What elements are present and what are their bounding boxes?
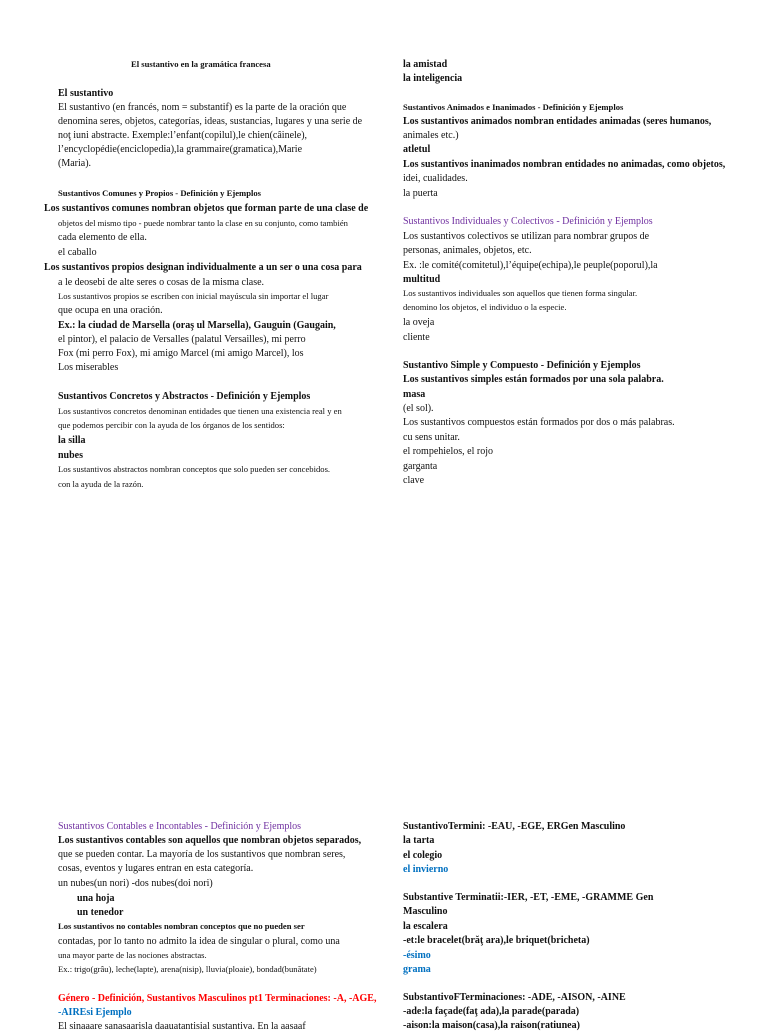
left-top-text-line: Los sustantivos propios se escriben con inicial mayúscula sin importar el lugar xyxy=(58,291,329,301)
left-bottom-text-line: -AIREsi Ejemplo xyxy=(58,1007,132,1018)
left-top-text-line: cada elemento de ella. xyxy=(58,232,147,243)
left-top-text-line: Fox (mi perro Fox), mi amigo Marcel (mi amigo Marcel), los xyxy=(58,348,304,359)
right-bottom-text-line: la tarta xyxy=(403,835,435,846)
right-top-text-line: Los sustantivos animados nombran entidades animadas (seres humanos, xyxy=(403,116,712,127)
left-top-text-line: la silla xyxy=(58,435,86,446)
right-top-text-line: idei, cualidades. xyxy=(403,173,468,184)
right-top-text-line: denomino los objetos, el individuo o la especie. xyxy=(403,302,567,312)
right-bottom-text-line: el colegio xyxy=(403,850,443,861)
left-top-text-line: El sustantivo xyxy=(58,88,114,99)
right-bottom-text-line: grama xyxy=(403,964,431,975)
left-top-text-line: denomina seres, objetos, categorías, ideas, sustancias, lugares y una serie de xyxy=(58,116,363,127)
left-top-text-line: (Maria). xyxy=(58,158,92,169)
right-bottom-text-line: SustantivoTermini: -EAU, -EGE, ERGen Masculino xyxy=(403,821,626,832)
left-top-text-line: El sustantivo en la gramática francesa xyxy=(131,59,271,69)
left-top-text-line: que podemos percibir con la ayuda de los órganos de los sentidos: xyxy=(58,420,285,430)
left-bottom-text-line: un tenedor xyxy=(77,907,124,918)
right-top-text-line: clave xyxy=(403,475,425,486)
right-top-text-line: cliente xyxy=(403,332,430,343)
right-top-text-line: Sustantivo Simple y Compuesto - Definición y Ejemplos xyxy=(403,360,641,371)
right-top-text-line: garganta xyxy=(403,461,438,472)
left-bottom-text-line: El sinaaare sanasaarisla daauatantisial sustantiva. En la aasaaf xyxy=(58,1021,306,1032)
left-top-text-line: noţ iuni abstracte. Exemple:l’enfant(copilul),le chien(câinele), xyxy=(58,130,308,141)
left-bottom-text-line: Los sustantivos contables son aquellos que nombran objetos separados, xyxy=(58,835,362,846)
left-top-text-line: Los sustantivos propios designan individualmente a un ser o una cosa para xyxy=(44,262,362,273)
right-bottom-text-line: -ésimo xyxy=(403,950,431,961)
right-top-text-line: Sustantivos Individuales y Colectivos - Definición y Ejemplos xyxy=(403,216,653,227)
left-bottom-text-line: cosas, eventos y lugares entran en esta categoría. xyxy=(58,863,254,874)
right-top-text-line: la inteligencia xyxy=(403,73,463,84)
left-bottom-text-line: un nubes(un nori) -dos nubes(doi nori) xyxy=(58,878,213,889)
right-bottom-text-line: -aison:la maison(casa),la raison(ratiunea) xyxy=(403,1020,580,1031)
left-top-text-line: Los sustantivos abstractos nombran conceptos que solo pueden ser concebidos. xyxy=(58,464,331,474)
right-top-text-line: masa xyxy=(403,389,426,400)
right-top-text-line: (el sol). xyxy=(403,403,434,414)
right-bottom-text-line: la escalera xyxy=(403,921,448,932)
left-bottom-text-line: Sustantivos Contables e Incontables - Definición y Ejemplos xyxy=(58,821,302,832)
left-bottom-text-line: contadas, por lo tanto no admito la idea de singular o plural, como una xyxy=(58,936,340,947)
left-top-text-line: con la ayuda de la razón. xyxy=(58,479,144,489)
right-top-text-line: Los sustantivos inanimados nombran entidades no animadas, como objetos, xyxy=(403,159,726,170)
right-bottom-text-line: Substantive Terminatii:-IER, -ET, -EME, -GRAMME Gen xyxy=(403,892,654,903)
left-bottom-text-line: Ex.: trigo(grâu), leche(lapte), arena(nisip), lluvia(ploaie), bondad(bunătate) xyxy=(58,964,317,974)
right-bottom-text-line: -ade:la façade(faţ ada),la parade(parada) xyxy=(403,1006,580,1017)
right-top-text-line: cu sens unitar. xyxy=(403,432,460,443)
right-bottom-text-line: -et:le bracelet(brăţ ara),le briquet(bricheta) xyxy=(403,935,590,946)
right-top-text-line: el rompehielos, el rojo xyxy=(403,446,493,457)
left-top-text-line: a le deosebi de alte seres o cosas de la misma clase. xyxy=(58,277,265,288)
left-bottom-text-line: Los sustantivos no contables nombran conceptos que no pueden ser xyxy=(58,921,305,931)
right-top-text-line: multitud xyxy=(403,274,441,285)
left-top-text-line: Sustantivos Comunes y Propios - Definición y Ejemplos xyxy=(58,188,262,198)
right-top-text-line: Ex. :le comité(comitetul),l’équipe(echipa),le peuple(poporul),la xyxy=(403,260,658,271)
right-bottom-text-line: SubstantivoFTerminaciones: -ADE, -AISON, -AINE xyxy=(403,992,626,1003)
left-top-text-line: l’encyclopédie(enciclopedia),la grammaire(gramatica),Marie xyxy=(58,144,303,155)
left-top-text-line: Los sustantivos concretos denominan entidades que tienen una existencia real y en xyxy=(58,406,342,416)
right-top-text-line: la amistad xyxy=(403,59,448,70)
right-top-text-line: animales etc.) xyxy=(403,130,459,141)
left-top-text-line: que ocupa en una oración. xyxy=(58,305,163,316)
left-top-text-line: Sustantivos Concretos y Abstractos - Definición y Ejemplos xyxy=(58,391,311,402)
left-bottom-text-line: una hoja xyxy=(77,893,115,904)
right-top-text-line: Los sustantivos compuestos están formados por dos o más palabras. xyxy=(403,417,675,428)
left-top-text-line: el caballo xyxy=(58,247,97,258)
right-top-text-line: la puerta xyxy=(403,188,438,199)
left-top-text-line: Ex.: la ciudad de Marsella (oraş ul Marsella), Gauguin (Gaugain, xyxy=(58,320,336,331)
left-top-text-line: el pintor), el palacio de Versalles (palatul Versailles), mi perro xyxy=(58,334,306,345)
right-top-text-line: Los sustantivos individuales son aquellos que tienen forma singular. xyxy=(403,288,638,298)
left-top-text-line: El sustantivo (en francés, nom = substantif) es la parte de la oración que xyxy=(58,102,347,113)
right-top-text-line: Los sustantivos simples están formados por una sola palabra. xyxy=(403,374,664,385)
right-top-text-line: la oveja xyxy=(403,317,435,328)
left-top-text-line: objetos del mismo tipo - puede nombrar tanto la clase en su conjunto, como también xyxy=(58,218,348,228)
right-bottom-text-line: Masculino xyxy=(403,906,448,917)
right-top-text-line: atletul xyxy=(403,144,431,155)
right-top-text-line: personas, animales, objetos, etc. xyxy=(403,245,532,256)
left-top-text-line: nubes xyxy=(58,450,84,461)
right-bottom-text-line: el invierno xyxy=(403,864,449,875)
left-bottom-text-line: una mayor parte de las nociones abstractas. xyxy=(58,950,207,960)
left-top-text-line: Los sustantivos comunes nombran objetos que forman parte de una clase de xyxy=(44,203,369,214)
right-top-text-line: Los sustantivos colectivos se utilizan para nombrar grupos de xyxy=(403,231,650,242)
left-bottom-text-line: que se pueden contar. La mayoría de los sustantivos que nombran seres, xyxy=(58,849,346,860)
left-top-text-line: Los miserables xyxy=(58,362,119,373)
left-bottom-text-line: Género - Definición, Sustantivos Masculinos pt1 Terminaciones: -A, -AGE, xyxy=(58,993,377,1004)
right-top-text-line: Sustantivos Animados e Inanimados - Definición y Ejemplos xyxy=(403,102,624,112)
